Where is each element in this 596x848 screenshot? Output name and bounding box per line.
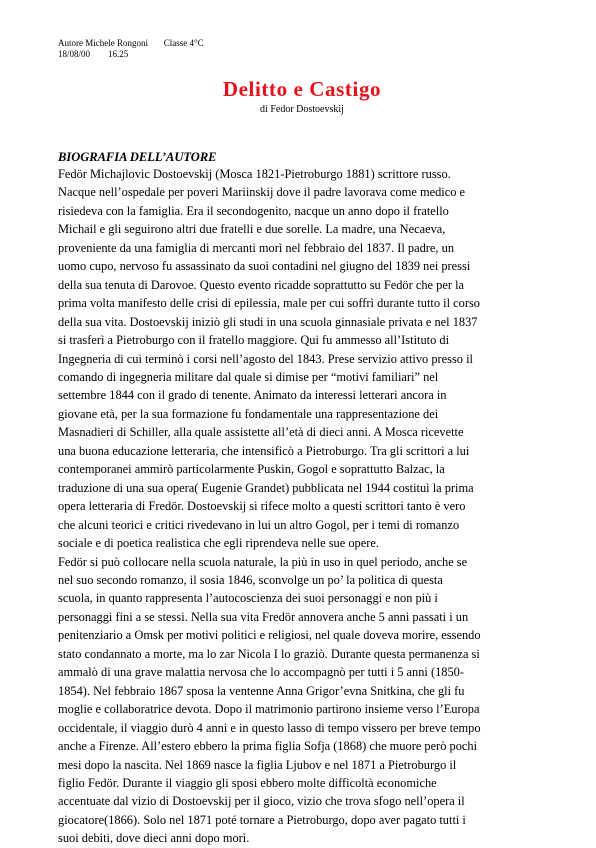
text-line: ammalò di una grave malattia nervosa che lo accompagnò per tutti i 5 anni (1850- xyxy=(58,665,464,680)
text-line: nel suo secondo romanzo, il sosia 1846, sconvolge un po’ la politica di questa xyxy=(58,572,443,587)
text-line: della sua tenuta di Darovoe. Questo evento ricadde soprattutto su Fedör che per la xyxy=(58,277,465,292)
text-line: della sua vita. Dostoevskij iniziò gli studi in una scuola ginnasiale privata e nel 1837 xyxy=(58,314,478,329)
text-line: figlio Fedör. Durante il viaggio gli sposi ebbero molte difficoltà economiche xyxy=(58,775,437,790)
text-line: una buona educazione letteraria, che intensificò a Pietroburgo. Tra gli scrittori a lui xyxy=(58,443,470,458)
text-line: opera letteraria di Fredör. Dostoevskij si rifece molto a questi scrittori tanto è vero xyxy=(58,499,466,514)
date-time-line: 18/08/00 16.25 xyxy=(58,49,129,59)
text-line: che alcuni teorici e critici rivedevano in lui un altro Gogol, per i temi di romanzo xyxy=(58,517,460,532)
text-line: Fedör si può collocare nella scuola naturale, la più in uso in quel periodo, anche se xyxy=(58,554,468,569)
text-line: penitenziario a Omsk per motivi politici e religiosi, nel quale doveva morire, essendo xyxy=(58,628,481,643)
text-line: mesi dopo la nascita. Nel 1869 nasce la figlia Ljubov e nel 1871 a Pietroburgo il xyxy=(58,757,457,772)
text-line: Masnadieri di Schiller, alla quale assistette all’età di dieci anni. A Mosca ricevette xyxy=(58,425,464,440)
text-line: giocatore(1866). Solo nel 1871 poté tornare a Pietroburgo, dopo aver pagato tutti i xyxy=(58,812,466,827)
text-line: contemporanei ammirò particolarmente Puskin, Gogol e soprattutto Balzac, la xyxy=(58,462,445,477)
text-line: proveniente da una famiglia di mercanti morì nel febbraio del 1837. Il padre, un xyxy=(58,240,455,255)
text-line: anche a Firenze. All’estero ebbero la prima figlia Sofja (1868) che muore però pochi xyxy=(58,739,478,754)
text-line: giovane età, per la sua formazione fu fondamentale una rappresentazione dei xyxy=(58,406,439,421)
biography-text xyxy=(58,165,538,848)
text-line: Michail e gli seguirono altri due fratelli e due sorelle. La madre, una Necaeva, xyxy=(58,222,446,237)
document-title xyxy=(0,77,596,102)
byline xyxy=(0,104,596,115)
text-line: stato condannato a morte, ma lo zar Nicola I lo graziò. Durante questa permanenza si xyxy=(58,646,480,661)
text-line: sociale e di poetica realistica che egli riprendeva nelle sue opere. xyxy=(58,536,379,551)
author-class-line: Autore Michele Rongoni Classe 4°C xyxy=(58,38,204,48)
section-heading: BIOGRAFIA DELL’AUTORE xyxy=(58,150,217,164)
text-line: Ingegneria di cui terminò i corsi nell’agosto del 1843. Prese servizio attivo presso il xyxy=(58,351,473,366)
byline-text: di Fedor Dostoevskij xyxy=(260,104,344,115)
text-line: Nacque nell’ospedale per poveri Mariinskij dove il padre lavorava come medico e xyxy=(58,185,466,200)
text-line: scuola, in quanto rappresenta l’autocoscienza dei suoi personaggi e non più i xyxy=(58,591,438,606)
text-line: uomo cupo, nervoso fu assassinato da suoi contadini nel giugno del 1839 nei pressi xyxy=(58,259,471,274)
text-line: occidentale, il viaggio durò 4 anni e in questo lasso di tempo vissero per breve tempo xyxy=(58,720,481,735)
title-text: Delitto e Castigo xyxy=(222,77,382,101)
text-line: prima volta manifesto delle crisi di epilessia, male per cui soffrì durante tutto il corso xyxy=(58,296,480,311)
text-line: si trasferì a Pietroburgo con il fratello maggiore. Qui fu ammesso all’Istituto di xyxy=(58,333,450,348)
text-line: 1854). Nel febbraio 1867 sposa la ventenne Anna Grigor’evna Snitkina, che gli fu xyxy=(58,683,465,698)
text-line: personaggi fini a se stessi. Nella sua vita Fredör annovera anche 5 anni passati i un xyxy=(58,609,469,624)
text-line: risiedeva con la famiglia. Era il secondogenito, nacque un anno dopo il fratello xyxy=(58,203,449,218)
text-line: moglie e collaboratrice devota. Dopo il matrimonio partirono insieme verso l’Europa xyxy=(58,702,480,717)
text-line: suoi debiti, dove dieci anni dopo morì. xyxy=(58,831,250,846)
paragraph-2 xyxy=(58,553,538,848)
text-line: traduzione di una sua opera( Eugenie Grandet) pubblicata nel 1944 costituì la prima xyxy=(58,480,474,495)
paragraph-1 xyxy=(58,165,538,553)
text-line: accentuate dal vizio di Dostoevskij per il gioco, vizio che trova sfogo nell’opera il xyxy=(58,794,465,809)
text-line: comando di ingegneria militare dal quale si dimise per “motivi familiari” nel xyxy=(58,369,439,384)
text-line: Fedör Michajlovic Dostoevskij (Mosca 1821-Pietroburgo 1881) scrittore russo. xyxy=(58,167,451,181)
text-line: settembre 1844 con il grado di tenente. Animato da interessi letterari ancora in xyxy=(58,388,447,403)
